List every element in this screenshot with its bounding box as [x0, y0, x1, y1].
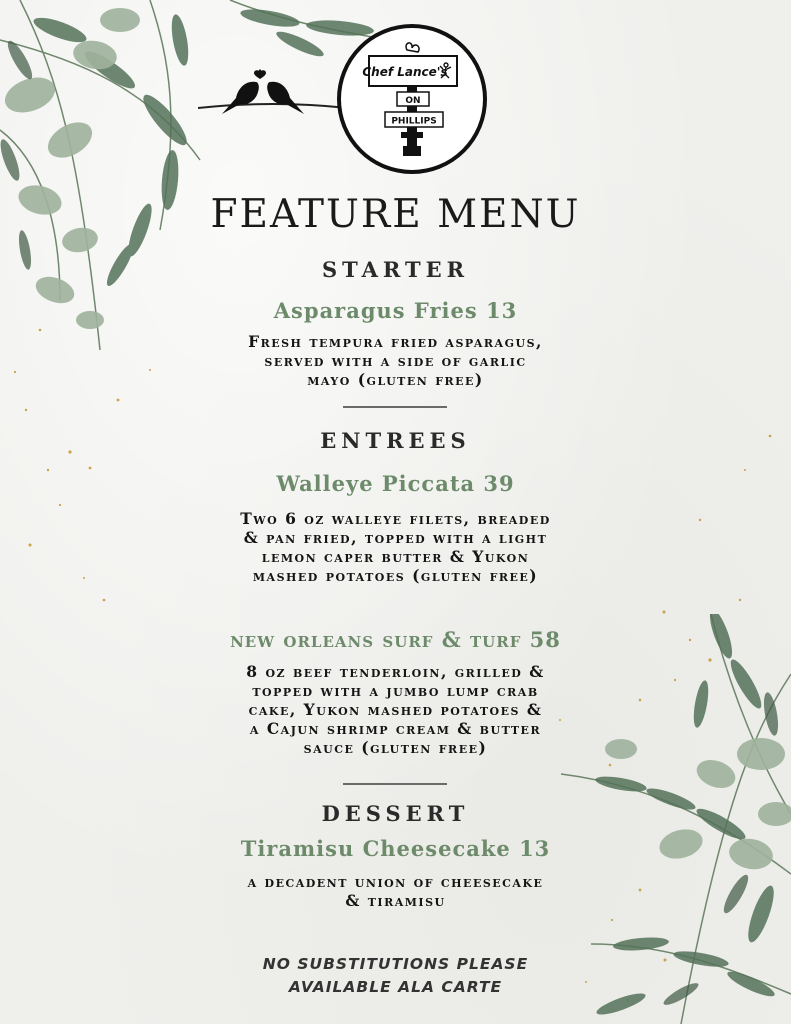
item-description-surf-and-turf [0, 662, 791, 757]
description-line: mashed potatoes (gluten free) [252, 566, 539, 585]
description-line: mayo (gluten free) [307, 370, 484, 389]
description-line: topped with a jumbo lump crab [252, 681, 539, 700]
item-description-walleye-piccata [0, 509, 791, 585]
description-line: & pan fried, topped with a light [243, 528, 548, 547]
menu-notes [0, 953, 791, 999]
section-divider [343, 783, 447, 785]
item-description-tiramisu-cheesecake [0, 872, 791, 910]
item-description-asparagus-fries [0, 332, 791, 389]
description-line: 8 oz beef tenderloin, grilled & [246, 662, 545, 681]
section-heading-dessert: DESSERT [321, 801, 470, 826]
item-name-walleye-piccata: Walleye Piccata 39 [276, 471, 515, 496]
description-line: lemon caper butter & Yukon [261, 547, 530, 566]
note-no-substitutions: NO SUBSTITUTIONS PLEASE [262, 955, 529, 973]
description-line: served with a side of garlic [264, 351, 527, 370]
restaurant-logo [337, 24, 487, 174]
description-line: a decadent union of cheesecake [247, 872, 544, 891]
description-line: Two 6 oz walleye filets, breaded [240, 509, 551, 528]
description-line: sauce (gluten free) [303, 738, 488, 757]
menu-title: FEATURE MENU [210, 192, 581, 237]
section-divider [343, 406, 447, 408]
description-line: cake, Yukon mashed potatoes & [248, 700, 543, 719]
description-line: Fresh tempura fried asparagus, [248, 332, 543, 351]
description-line: a Cajun shrimp cream & butter [249, 719, 542, 738]
section-heading-starter: STARTER [321, 257, 470, 282]
item-name-tiramisu-cheesecake: Tiramisu Cheesecake 13 [240, 836, 551, 861]
logo-name: Chef Lance's [362, 65, 448, 79]
logo-sign-top: ON [405, 96, 421, 106]
note-ala-carte: AVAILABLE ALA CARTE [288, 978, 503, 996]
logo-sign-bottom: PHILLIPS [391, 116, 437, 127]
section-heading-entrees: ENTREES [320, 428, 471, 453]
description-line: & tiramisu [345, 891, 446, 910]
item-name-surf-and-turf: new orleans surf & turf 58 [230, 627, 561, 652]
item-name-asparagus-fries: Asparagus Fries 13 [273, 298, 518, 323]
love-birds-icon [198, 60, 348, 130]
